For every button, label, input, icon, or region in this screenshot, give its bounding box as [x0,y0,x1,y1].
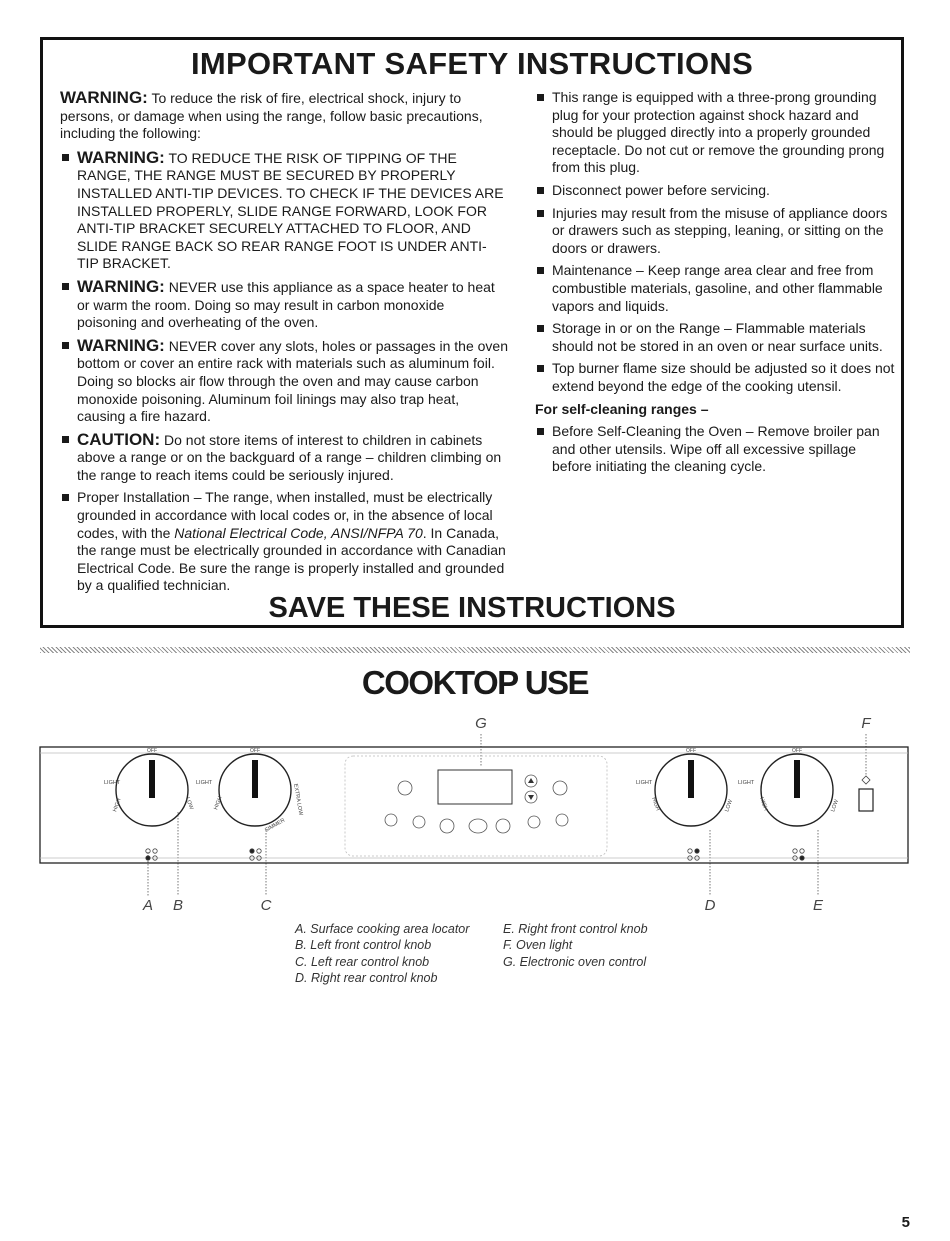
list-item [60,278,508,332]
right-front-control-knob [738,748,840,826]
legend-item: F. Oven light [503,938,573,953]
cook-hold-pad [413,816,425,828]
high-mark: HIGH [650,796,661,812]
electronic-oven-control [345,756,607,856]
list-item: Injuries may result from the misuse of appliance doors or drawers such as stepping, leaning, or sitting on the doors or drawers. [535,205,897,258]
proper-install-text: Proper Installation – The range, when installed, must be electrically grounded in accordance with local codes or, in the absence of local codes, with the [77,489,493,541]
legend-item: D. Right rear control knob [295,970,438,985]
legend-left [295,921,469,986]
self-clean-list [535,423,897,476]
legend-item: A. Surface cooking area locator [295,922,470,936]
list-item [60,337,508,426]
legend-item: E. Right front control knob [503,922,648,936]
list-item: Before Self-Cleaning the Oven – Remove broiler pan and other utensils. Wipe off all excessive spillage before initiating the cleaning cycle. [535,423,897,476]
callout-c: C [260,897,272,914]
list-item [60,489,508,595]
light-mark: LIGHT [738,780,755,786]
legend-right [503,921,648,970]
clean-pad [440,819,454,833]
cancel-pad [556,814,568,826]
low-mark: LOW [830,798,841,813]
warning-text: TO REDUCE THE RISK OF TIPPING OF THE RANGE, THE RANGE MUST BE SECURED BY PROPERLY INSTALLED ANTI-TIP DEVICES. TO CHECK IF THE DEVICES ARE INSTALLED PROPERLY, SLIDE RANGE FORWARD, LOOK FOR ANTI-TIP BRACKET SECURELY ATTACHED TO FLOOR, AND SLIDE RANGE BACK SO REAR RANGE FOOT IS UNDER ANTI-TIP BRACKET. [77,149,504,272]
high-mark: HIGH [758,796,769,812]
light-mark: LIGHT [636,780,653,786]
high-mark: HIGH [213,795,224,811]
save-instructions-title: SAVE THESE INSTRUCTIONS [268,592,676,624]
callout-b: B [172,897,184,914]
warm-pad [528,816,540,828]
simmer-mark: SIMMER [264,817,287,834]
list-item: Maintenance – Keep range area clear and free from combustible materials, gasoline, and other flammable vapors and liquids. [535,262,897,315]
low-mark: LOW [184,796,195,811]
legend-item: C. Left rear control knob [295,954,430,969]
intro-warning-text: To reduce the risk of fire, electrical shock, injury to persons, or damage when using the range, follow basic precautions, including the following: [60,90,483,142]
timer-pad [553,781,567,795]
clock-pad [496,819,510,833]
list-item: Disconnect power before servicing. [535,182,897,200]
high-mark: HIGH [112,797,123,813]
left-warning-list [60,149,508,595]
off-mark: OFF [250,748,260,754]
list-item: Storage in or on the Range – Flammable materials should not be stored in an oven or near surface units. [535,320,897,355]
cooktop-control-panel-diagram [0,700,950,930]
bake-pad [398,781,412,795]
warning-text: NEVER use this appliance as a space heater to heat or warm the room. Doing so may result in carbon monoxide poisoning and overheating of the oven. [77,278,495,331]
off-mark: OFF [147,748,157,754]
list-item [60,149,508,273]
warning-label: WARNING: [77,276,165,296]
left-front-control-knob [104,748,194,826]
warning-label: WARNING: [77,147,165,167]
intro-warning-label: WARNING: [60,88,148,107]
cooktop-section-title: COOKTOP USE [361,664,589,701]
divider [40,647,910,653]
safety-title: IMPORTANT SAFETY INSTRUCTIONS [190,46,754,81]
caution-text: Do not store items of interest to children in cabinets above a range or on the backguard of a range – children climbing on the range to reach items could be seriously injured. [77,431,502,483]
off-mark: OFF [792,748,802,754]
light-mark: LIGHT [104,780,121,786]
extra-low-mark: EXTRA LOW [292,783,304,816]
callout-d: D [704,897,716,914]
light-mark: LIGHT [196,780,213,786]
control-panel [40,747,908,863]
off-mark: OFF [686,748,696,754]
proper-install-text-2: . In Canada, the range must be electrically grounded in accordance with Canadian Electrical Code. Be sure the range is properly installed and grounded by a qualified technician. [77,524,506,594]
warning-text: NEVER cover any slots, holes or passages in the oven bottom or cover an entire rack with materials such as aluminum foil. Doing so blocks air flow through the oven and may cause carbon monoxide poisoning. Aluminum foil linings may also trap heat, causing a fire hazard. [77,337,509,425]
intro-warning [60,89,508,143]
list-item: This range is equipped with a three-prong grounding plug for your protection against shock hazard and should be plugged directly into a properly grounded receptacle. Do not cut or remove the grounding prong from this plug. [535,89,897,177]
list-item: Top burner flame size should be adjusted so it does not extend beyond the edge of the cooking utensil. [535,360,897,395]
list-item [60,431,508,485]
legend-item: G. Electronic oven control [503,954,647,969]
callout-f: F [861,715,871,732]
safety-right-column [535,89,897,481]
self-clean-heading: For self-cleaning ranges – [535,400,709,417]
right-rear-control-knob [636,748,734,826]
warning-label: WARNING: [77,335,165,355]
safety-instructions-box [40,37,904,628]
broil-pad [385,814,397,826]
code-reference: National Electrical Code, ANSI/NFPA 70 [174,524,423,541]
legend-item: B. Left front control knob [295,938,432,953]
callout-g: G [475,715,487,732]
left-rear-control-knob [196,748,304,834]
right-safety-list [535,89,897,396]
delay-pad [469,819,487,833]
callout-a: A [142,897,154,914]
oven-light-switch [859,776,873,811]
caution-label: CAUTION: [77,429,161,449]
callout-e: E [812,897,824,914]
safety-left-column [60,89,508,600]
page-number: 5 [901,1214,910,1231]
oven-display [438,770,512,804]
low-mark: LOW [724,798,735,813]
